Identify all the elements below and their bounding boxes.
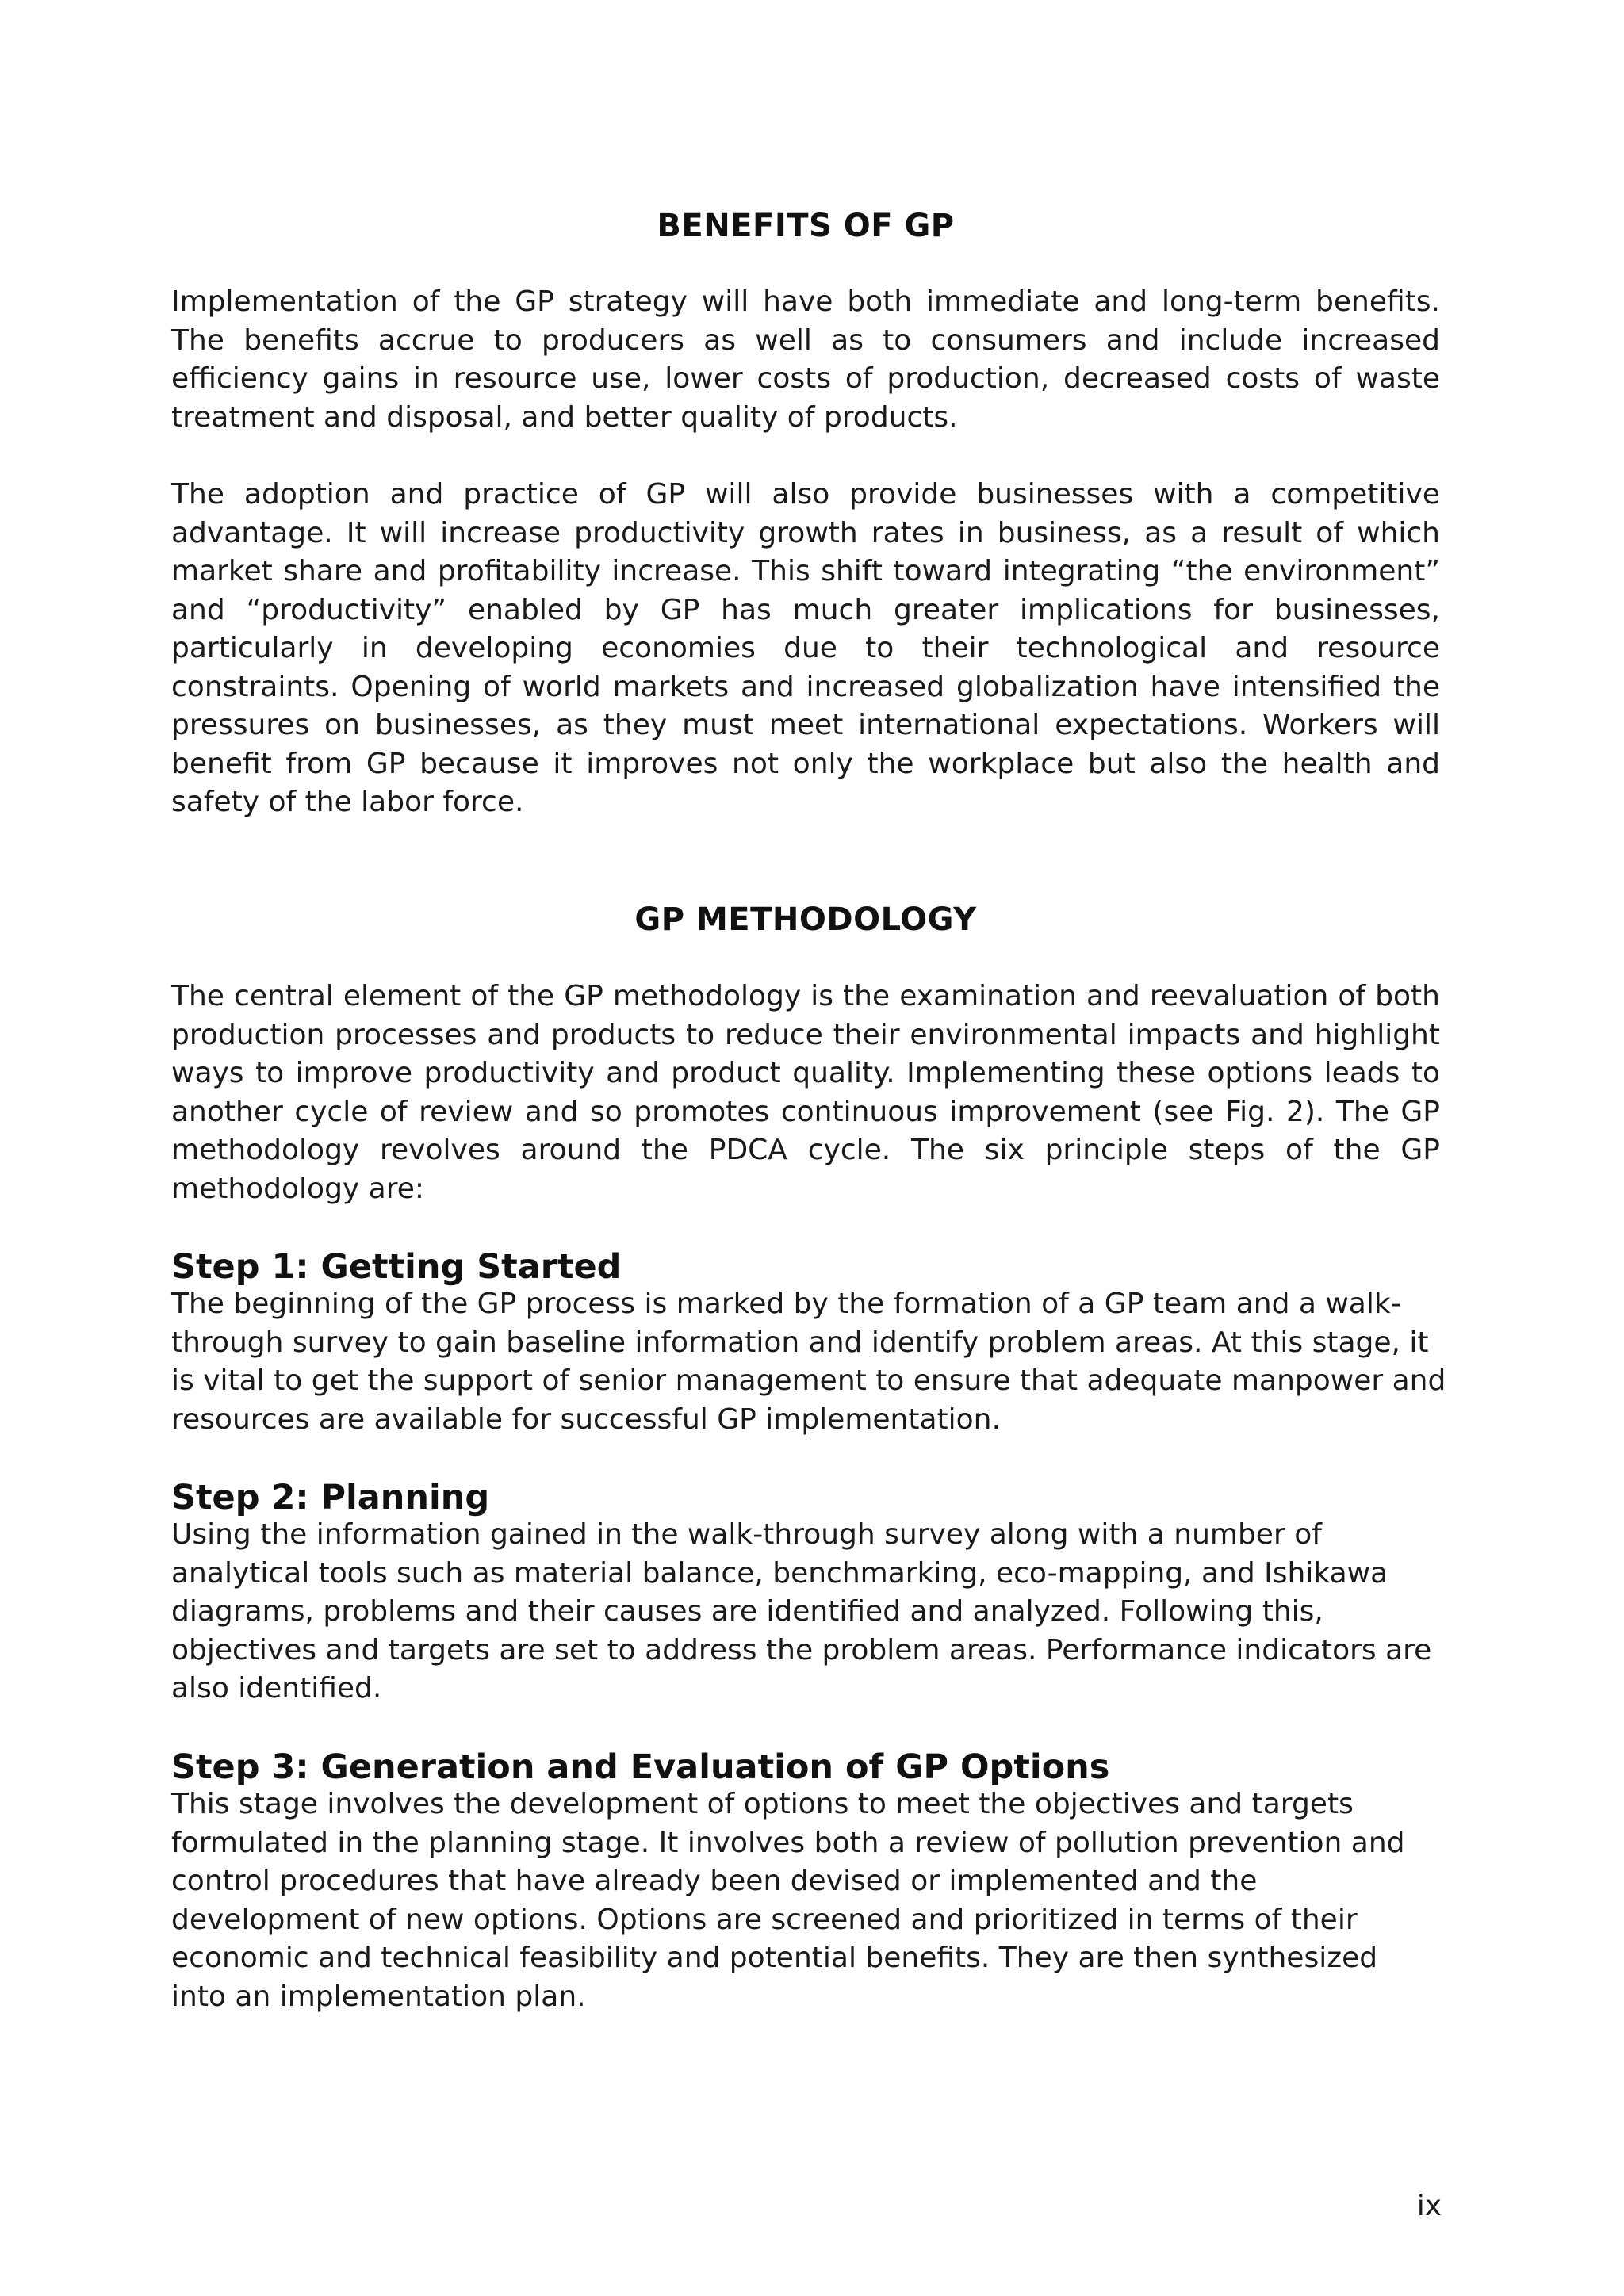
step-1-text: The beginning of the GP process is marked by the formation of a GP team and a walk-through survey to gain baseline information and identify problem areas. At this stage, it is vital to get the support of senior management to ensure that adequate manpower and resources are available for successful GP implementation. — [171, 1288, 1446, 1436]
step-3-text: This stage involves the development of options to meet the objectives and targets formulated in the planning stage. It involves both a review of pollution prevention and control procedures that have already been devised or implemented and the development of new options. Options are screened and prioritized in terms of their economic and technical feasibility and potential benefits. They are then synthesized into an implementation plan. — [171, 1788, 1405, 2013]
benefits-title: BENEFITS OF GP — [657, 208, 955, 244]
page-number: ix — [1416, 2190, 1442, 2222]
step-3-heading: Step 3: Generation and Evaluation of GP Options — [171, 1747, 1110, 1787]
benefits-paragraph-2: The adoption and practice of GP will also provide businesses with a competitive advantage. It will increase productivity growth rates in business, as a result of which market share and profitability increase. This shift toward integrating “the environment” and “productivity” enabled by GP has much greater implications for businesses, particularly in developing economies due to their technological and resource constraints. Opening of world markets and increased globalization have intensified the pressures on businesses, as they must meet international expectations. Workers will benefit from GP because it improves not only the workplace but also the health and safety of the labor force. — [171, 478, 1440, 818]
step-2-heading: Step 2: Planning — [171, 1478, 490, 1517]
methodology-intro: The central element of the GP methodology is the examination and reevaluation of both production processes and products to reduce their environmental impacts and highlight ways to improve productivity and product quality. Implementing these options leads to another cycle of review and so promotes continuous improvement (see Fig. 2). The GP methodology revolves around the PDCA cycle. The six principle steps of the GP methodology are: — [171, 980, 1440, 1205]
step-1-heading: Step 1: Getting Started — [171, 1247, 622, 1287]
methodology-title: GP METHODOLOGY — [634, 901, 977, 938]
step-2-text: Using the information gained in the walk-through survey along with a number of analytical tools such as material balance, benchmarking, eco-mapping, and Ishikawa diagrams, problems and their causes are identified and analyzed. Following this, objectives and targets are set to address the problem areas. Performance indicators are also identified. — [171, 1518, 1432, 1705]
benefits-paragraph-1: Implementation of the GP strategy will have both immediate and long-term benefits. The benefits accrue to producers as well as to consumers and include increased efficiency gains in resource use, lower costs of production, decreased costs of waste treatment and disposal, and better quality of products. — [171, 285, 1440, 434]
